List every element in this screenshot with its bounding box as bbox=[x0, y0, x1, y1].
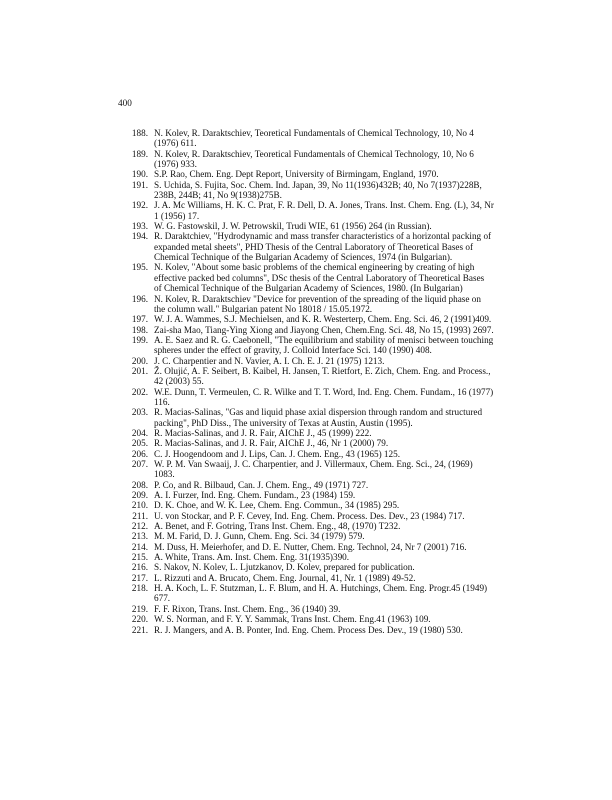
reference-text: W. J. A. Wammes, S.J. Mechielsen, and K. R. Westerterp, Chem. Eng. Sci. 46, 2 (1991)409. bbox=[154, 314, 492, 325]
reference-text: N. Kolev, R. Daraktschiev, Teoretical Fundamentals of Chemical Technology, 10, No 6 (1976) 933. bbox=[154, 148, 474, 170]
reference-item bbox=[118, 438, 494, 448]
reference-number: 200. bbox=[131, 355, 148, 366]
reference-text: C. J. Hoogendoom and J. Lips, Can. J. Chem. Eng., 43 (1965) 125. bbox=[154, 448, 401, 459]
reference-text: S. Nakov, N. Kolev, L. Ljutzkanov, D. Kolev, prepared for publication. bbox=[154, 562, 415, 573]
reference-item bbox=[118, 387, 494, 408]
reference-item bbox=[118, 149, 494, 170]
reference-item bbox=[118, 200, 494, 221]
reference-text: S.P. Rao, Chem. Eng. Dept Report, University of Birmingam, England, 1970. bbox=[154, 169, 439, 180]
reference-text: M. M. Farid, D. J. Gunn, Chem. Eng. Sci. 34 (1979) 579. bbox=[154, 531, 365, 542]
reference-number: 198. bbox=[131, 324, 148, 335]
reference-number: 205. bbox=[131, 438, 148, 449]
reference-text: W. S. Norman, and F. Y. Y. Sammak, Trans Inst. Chem. Eng.41 (1963) 109. bbox=[154, 614, 431, 625]
reference-item bbox=[118, 583, 494, 604]
reference-text: W.E. Dunn, T. Vermeulen, C. R. Wilke and T. T. Word, Ind. Eng. Chem. Fundam., 16 (1977) 116. bbox=[154, 386, 494, 407]
reference-item bbox=[118, 542, 494, 552]
reference-number: 208. bbox=[131, 479, 148, 490]
reference-number: 217. bbox=[131, 572, 148, 583]
reference-number: 189. bbox=[131, 148, 148, 159]
reference-item bbox=[118, 552, 494, 562]
reference-item bbox=[118, 335, 494, 356]
reference-number: 211. bbox=[132, 510, 148, 521]
reference-text: J. C. Charpentier and N. Vavier, A. I. Ch. E. J. 21 (1975) 1213. bbox=[154, 355, 385, 366]
reference-text: J. A. Mc Williams, H. K. C. Prat, F. R. Dell, D. A. Jones, Trans. Inst. Chem. Eng. (L), 34, Nr 1 (1956) 17. bbox=[154, 200, 494, 221]
reference-text: R. Macias-Salinas, "Gas and liquid phase axial dispersion through random and structured packing", PhD Diss., The university of Texas at Austin, Austin (1995). bbox=[154, 407, 483, 428]
reference-item bbox=[118, 500, 494, 510]
reference-number: 204. bbox=[131, 427, 148, 438]
reference-text: S. Uchida, S. Fujita, Soc. Chem. Ind. Japan, 39, No 11(1936)432B; 40, No 7(1937)228B, 238B, 244B; 41, No 9(1938)275B. bbox=[154, 179, 482, 201]
reference-text: A. I. Furzer, Ind. Eng. Chem. Fundam., 23 (1984) 159. bbox=[154, 490, 356, 501]
reference-item bbox=[118, 314, 494, 324]
reference-number: 216. bbox=[131, 562, 148, 573]
reference-item bbox=[118, 366, 494, 387]
reference-item bbox=[118, 407, 494, 428]
reference-number: 199. bbox=[131, 334, 148, 345]
reference-item bbox=[118, 490, 494, 500]
reference-number: 201. bbox=[131, 365, 148, 376]
reference-item bbox=[118, 428, 494, 438]
reference-text: W. P. M. Van Swaaij, J. C. Charpentier, and J. Villermaux, Chem. Eng. Sci., 24, (1969) 1083. bbox=[154, 459, 473, 480]
reference-text: A. E. Saez and R. G. Caebonell, "The equilibrium and stability of menisci between touching spheres under the effect of gravity, J. Colloid Interface Sci. 140 (1990) 408. bbox=[154, 334, 494, 356]
reference-number: 196. bbox=[131, 293, 148, 304]
reference-item bbox=[118, 294, 494, 315]
reference-number: 194. bbox=[131, 231, 148, 242]
reference-number: 207. bbox=[131, 459, 148, 469]
reference-text: N. Kolev, R. Daraktschiev "Device for prevention of the spreading of the liquid phase on the column wall." Bulgarian patent No 18018 / 15.05.1972. bbox=[154, 293, 481, 314]
reference-number: 218. bbox=[131, 583, 148, 594]
reference-text: D. K. Choe, and W. K. Lee, Chem. Eng. Commun., 34 (1985) 295. bbox=[154, 500, 400, 511]
reference-text: W. G. Fastowskil, J. W. Petrowskil, Trudi WIE, 61 (1956) 264 (in Russian). bbox=[154, 221, 432, 232]
reference-text: U. von Stockar, and P. F. Cevey, Ind. Eng. Chem. Process. Des. Dev., 23 (1984) 717. bbox=[154, 510, 465, 521]
reference-number: 192. bbox=[131, 200, 148, 211]
reference-number: 210. bbox=[131, 500, 148, 511]
reference-text: Zai-sha Mao, Tiang-Ying Xiong and Jiayong Chen, Chem.Eng. Sci. 48, No 15, (1993) 2697. bbox=[154, 324, 494, 335]
reference-number: 212. bbox=[131, 521, 148, 532]
reference-text: M. Duss, H. Meierhofer, and D. E. Nutter, Chem. Eng. Technol, 24, Nr 7 (2001) 716. bbox=[154, 541, 467, 552]
reference-item bbox=[118, 221, 494, 231]
reference-text: N. Kolev, R. Daraktschiev, Teoretical Fundamentals of Chemical Technology, 10, No 4 (1976) 611. bbox=[154, 128, 474, 149]
reference-item bbox=[118, 449, 494, 459]
reference-text: R. Macias-Salinas, and J. R. Fair, AIChE J., 46, Nr 1 (2000) 79. bbox=[154, 438, 389, 449]
reference-text: N. Kolev, "About some basic problems of the chemical engineering by creating of high effective packed bed columns", DSc thesis of the Central Laboratory of Theoretical Bases of Chemical Technique of the Bulgarian Academy of Sciences, 1980. (In Bulgarian) bbox=[154, 262, 485, 294]
reference-text: R. Daraktchiev, "Hydrodynamic and mass transfer characteristics of a horizontal packing of expanded metal sheets", PHD Thesis of the Central Laboratory of Theoretical Bases of Chemical Technique of the Bulgarian Academy of Sciences, 1974 (in Bulgarian). bbox=[154, 231, 492, 263]
reference-text: L. Rizzuti and A. Brucato, Chem. Eng. Journal, 41, Nr. 1 (1989) 49-52. bbox=[154, 572, 416, 583]
reference-number: 191. bbox=[131, 179, 148, 190]
reference-item bbox=[118, 614, 494, 624]
reference-number: 197. bbox=[131, 314, 148, 325]
reference-number: 214. bbox=[131, 541, 148, 552]
reference-text: A. Benet, and F. Gotring, Trans Inst. Chem. Eng., 48, (1970) T232. bbox=[154, 521, 401, 532]
reference-item bbox=[118, 480, 494, 490]
reference-item bbox=[118, 180, 494, 201]
reference-item bbox=[118, 459, 494, 480]
page-number: 400 bbox=[118, 98, 132, 108]
reference-list bbox=[118, 128, 494, 635]
reference-number: 221. bbox=[131, 624, 148, 635]
reference-text: R. J. Mangers, and A. B. Ponter, Ind. Eng. Chem. Process Des. Dev., 19 (1980) 530. bbox=[154, 624, 463, 635]
reference-item bbox=[118, 356, 494, 366]
reference-number: 203. bbox=[131, 407, 148, 418]
reference-text: Ž. Olujić, A. F. Seibert, B. Kaibel, H. Jansen, T. Rietfort, E. Zich, Chem. Eng. and Process., 42 (2003) 55. bbox=[154, 365, 491, 387]
reference-item bbox=[118, 325, 494, 335]
reference-item bbox=[118, 128, 494, 149]
reference-number: 188. bbox=[131, 128, 148, 138]
reference-number: 206. bbox=[131, 448, 148, 459]
reference-number: 190. bbox=[131, 169, 148, 180]
reference-text: R. Macias-Salinas, and J. R. Fair, AIChE J., 45 (1999) 222. bbox=[154, 427, 372, 438]
reference-number: 195. bbox=[131, 262, 148, 273]
reference-item bbox=[118, 573, 494, 583]
reference-number: 219. bbox=[131, 603, 148, 614]
reference-item bbox=[118, 521, 494, 531]
reference-text: A. White, Trans. Am. Inst. Chem. Eng. 31(1935)390. bbox=[154, 552, 350, 563]
reference-item bbox=[118, 169, 494, 179]
reference-item bbox=[118, 562, 494, 572]
reference-item bbox=[118, 231, 494, 262]
reference-text: H. A. Koch, L. F. Stutzman, L. F. Blum, and H. A. Hutchings, Chem. Eng. Progr.45 (1949) 677. bbox=[154, 583, 488, 604]
reference-number: 202. bbox=[131, 386, 148, 397]
reference-item bbox=[118, 604, 494, 614]
reference-number: 209. bbox=[131, 490, 148, 501]
reference-number: 220. bbox=[131, 614, 148, 625]
reference-item bbox=[118, 531, 494, 541]
reference-text: F. F. Rixon, Trans. Inst. Chem. Eng., 36 (1940) 39. bbox=[154, 603, 341, 614]
reference-item bbox=[118, 262, 494, 293]
reference-number: 193. bbox=[131, 221, 148, 232]
reference-number: 215. bbox=[131, 552, 148, 563]
reference-item bbox=[118, 511, 494, 521]
reference-number: 213. bbox=[131, 531, 148, 542]
reference-text: P. Co, and R. Bilbaud, Can. J. Chem. Eng., 49 (1971) 727. bbox=[154, 479, 369, 490]
reference-item bbox=[118, 625, 494, 635]
